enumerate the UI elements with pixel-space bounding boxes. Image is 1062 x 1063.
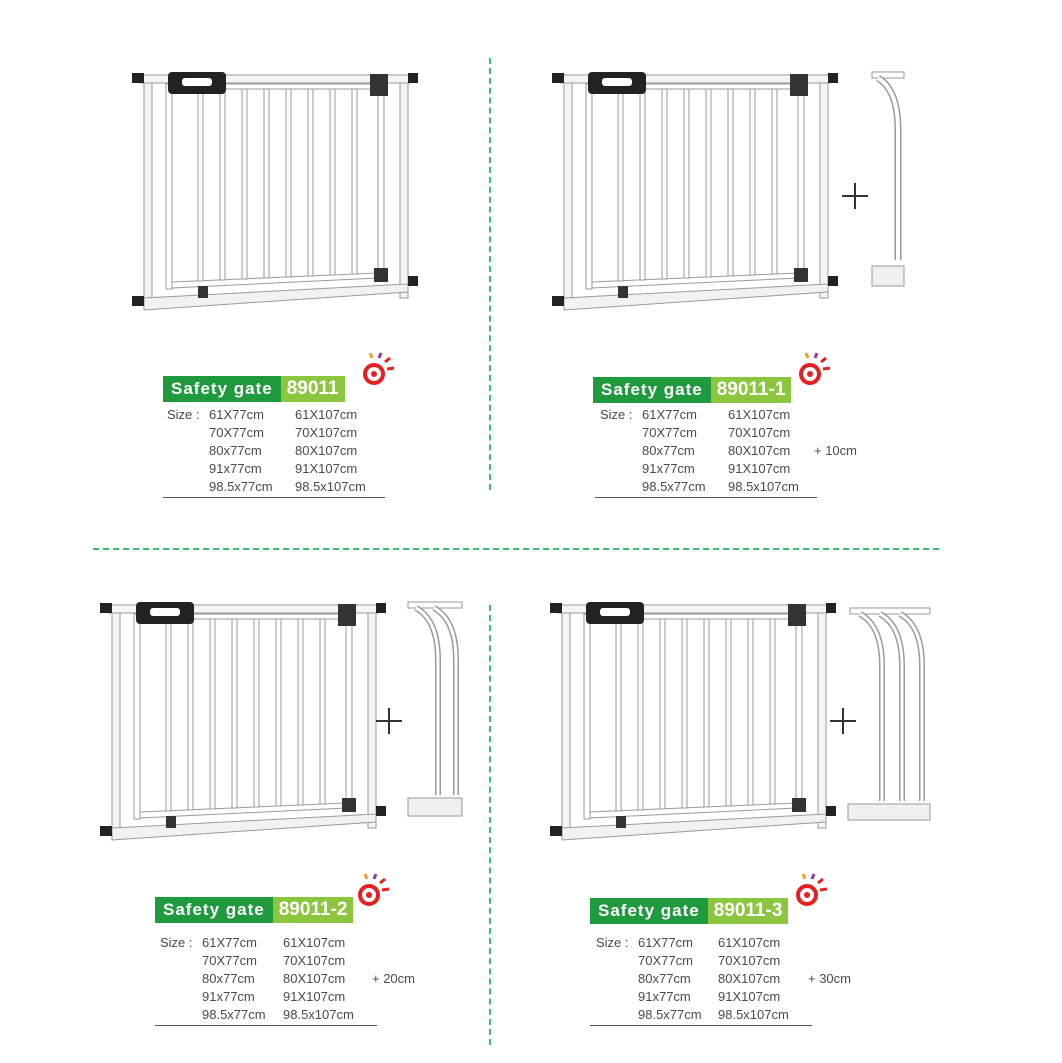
extension-size: + 20cm	[372, 971, 415, 986]
size-value: 91X107cm	[295, 461, 358, 476]
product-model: 89011-3	[708, 898, 789, 924]
product-model: 89011-2	[273, 897, 354, 923]
size-value: 61X77cm	[202, 935, 257, 950]
size-value: 61X107cm	[728, 407, 791, 422]
plus-icon	[376, 708, 402, 734]
product-name: Safety gate	[155, 897, 273, 923]
product-badge	[155, 897, 353, 923]
sun-logo-icon	[357, 352, 397, 392]
product-name: Safety gate	[590, 898, 708, 924]
size-label: Size :	[167, 407, 200, 422]
size-value: 61X77cm	[638, 935, 693, 950]
safety-gate-image	[98, 600, 388, 845]
size-value: 98.5x77cm	[638, 1007, 702, 1022]
size-value: 70X107cm	[295, 425, 358, 440]
size-table	[596, 934, 876, 1026]
plus-icon	[842, 183, 868, 209]
size-value: 80X107cm	[718, 971, 781, 986]
product-badge	[163, 376, 345, 402]
product-badge	[593, 377, 791, 403]
size-underline	[595, 497, 817, 498]
size-value: 80x77cm	[642, 443, 695, 458]
size-value: 98.5x107cm	[718, 1007, 789, 1022]
size-value: 91x77cm	[202, 989, 255, 1004]
size-value: 91X107cm	[283, 989, 346, 1004]
size-underline	[590, 1025, 812, 1026]
size-underline	[163, 497, 385, 498]
safety-gate-image	[550, 70, 840, 315]
size-value: 98.5x77cm	[209, 479, 273, 494]
size-value: 98.5x107cm	[283, 1007, 354, 1022]
size-value: 70X77cm	[642, 425, 697, 440]
size-underline	[155, 1025, 377, 1026]
size-value: 70X107cm	[718, 953, 781, 968]
size-value: 61X107cm	[295, 407, 358, 422]
size-label: Size :	[596, 935, 629, 950]
size-value: 91X107cm	[718, 989, 781, 1004]
size-label: Size :	[160, 935, 193, 950]
sun-logo-icon	[793, 352, 833, 392]
size-table	[160, 934, 440, 1026]
extension-size: + 30cm	[808, 971, 851, 986]
size-value: 70X107cm	[283, 953, 346, 968]
size-value: 70X77cm	[638, 953, 693, 968]
sun-logo-icon	[352, 873, 392, 913]
sun-logo-icon	[790, 873, 830, 913]
size-value: 61X107cm	[283, 935, 346, 950]
size-value: 70X107cm	[728, 425, 791, 440]
safety-gate-image	[130, 70, 420, 315]
extension-30cm-image	[846, 606, 934, 826]
size-label: Size :	[600, 407, 633, 422]
size-value: 80x77cm	[202, 971, 255, 986]
extension-10cm-image	[868, 70, 908, 290]
size-value: 98.5x107cm	[728, 479, 799, 494]
size-value: 80x77cm	[638, 971, 691, 986]
size-value: 98.5x77cm	[642, 479, 706, 494]
size-value: 61X77cm	[642, 407, 697, 422]
size-table	[167, 406, 397, 498]
size-value: 98.5x77cm	[202, 1007, 266, 1022]
divider-horizontal	[93, 548, 939, 550]
divider-vertical-top	[489, 58, 491, 490]
size-value: 80x77cm	[209, 443, 262, 458]
size-value: 80X107cm	[728, 443, 791, 458]
size-value: 98.5x107cm	[295, 479, 366, 494]
product-model: 89011	[281, 376, 345, 402]
product-name: Safety gate	[593, 377, 711, 403]
size-value: 91X107cm	[728, 461, 791, 476]
safety-gate-image	[548, 600, 838, 845]
size-value: 70X77cm	[209, 425, 264, 440]
divider-vertical-bottom	[489, 605, 491, 1045]
size-table	[600, 406, 880, 498]
size-value: 80X107cm	[295, 443, 358, 458]
size-value: 61X107cm	[718, 935, 781, 950]
size-value: 91x77cm	[209, 461, 262, 476]
product-model: 89011-1	[711, 377, 792, 403]
size-value: 70X77cm	[202, 953, 257, 968]
extension-20cm-image	[404, 600, 466, 820]
size-value: 91x77cm	[642, 461, 695, 476]
extension-size: + 10cm	[814, 443, 857, 458]
size-value: 91x77cm	[638, 989, 691, 1004]
product-badge	[590, 898, 788, 924]
size-value: 61X77cm	[209, 407, 264, 422]
size-value: 80X107cm	[283, 971, 346, 986]
product-name: Safety gate	[163, 376, 281, 402]
